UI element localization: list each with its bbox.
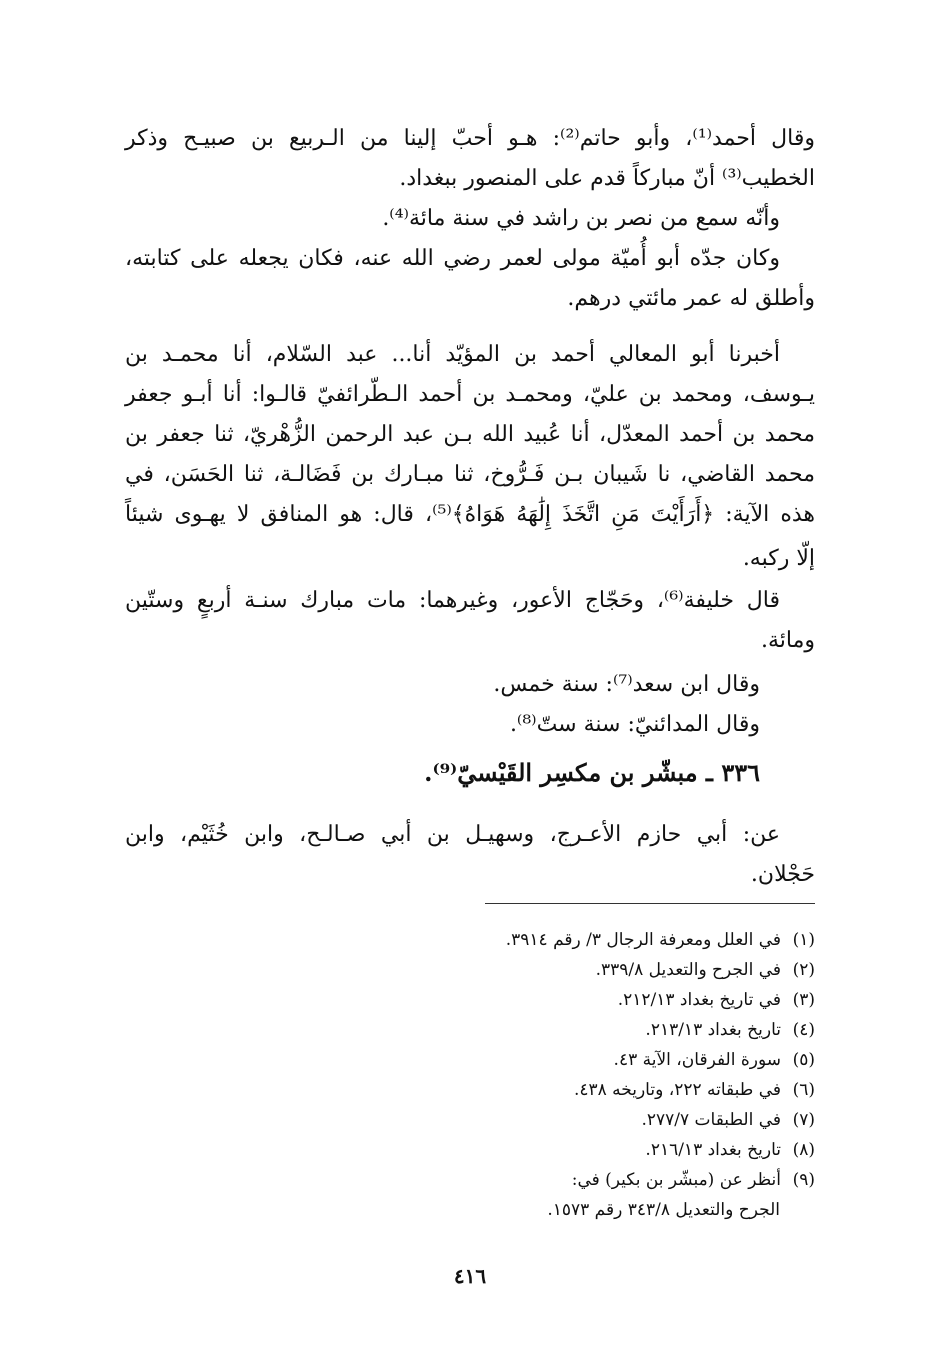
footnote-number: (٣) xyxy=(792,990,815,1010)
footnote xyxy=(215,988,815,1012)
footnote-text: في طبقاته ٢٢٢، وتاريخه ٤٣٨. xyxy=(573,1080,781,1100)
entry-heading: ٣٣٦ ـ مبشّر بن مكسِر القَيْسيّ⁽⁹⁾. xyxy=(424,758,760,787)
footnote xyxy=(215,1108,815,1132)
body-line: إلّا ركبه. xyxy=(742,546,815,571)
footnote xyxy=(215,1168,815,1192)
footnote-continuation xyxy=(180,1198,780,1222)
footnote-text: في تاريخ بغداد ٢١٢/١٣. xyxy=(617,990,781,1010)
footnote xyxy=(215,1048,815,1072)
footnote xyxy=(215,958,815,982)
body-line: وكان جدّه أبو أُميّة مولى لعمر رضي الله عنه، فكان يجعله على كتابته، xyxy=(125,246,780,271)
body-line: وقال ابن سعد⁽⁷⁾: سنة خمس. xyxy=(493,672,760,697)
footnote-number: (١) xyxy=(792,930,815,950)
footnote-number: (٨) xyxy=(792,1140,815,1160)
footnote-number: (٦) xyxy=(792,1080,815,1100)
body-line: وقال المدائنيّ: سنة ستّ⁽⁸⁾. xyxy=(509,712,760,737)
body-line: وقال أحمد⁽¹⁾، وأبو حاتم⁽²⁾: هـو أحبّ إلينا من الـربيع بن صبيـح وذكر xyxy=(125,126,816,151)
body-line: يـوسف، ومحمد بن عليّ، ومحمـد بن أحمد الـطّرائفيّ قالـوا: أنا أبـو جعفر xyxy=(125,382,815,407)
body-line: محمد بن أحمد المعدّل، أنا عُبيد الله بـن عبد الرحمن الزُّهْريّ، ثنا جعفر بن xyxy=(125,422,815,447)
body-line: أخبرنا أبو المعالي أحمد بن المؤيّد أنا... عبد السّلام، أنا محمـد بن xyxy=(125,342,780,367)
body-line: قال خليفة⁽⁶⁾، وحَجّاج الأعور، وغيرهما: مات مبارك سنـة أربعٍ وستّين xyxy=(125,588,781,613)
body-line: ومائة. xyxy=(760,628,815,653)
body-line: هذه الآية: ﴿أَرَأَيْتَ مَنِ اتَّخَذَ إِلَٰهَهُ هَوَاهُ﴾⁽⁵⁾، قال: هو المنافق لا يهـوى شيئاً xyxy=(125,502,815,527)
footnote-number: (٩) xyxy=(792,1170,815,1190)
body-line: وأنّه سمع من نصر بن راشد في سنة مائة⁽⁴⁾. xyxy=(382,206,780,231)
footnote xyxy=(215,928,815,952)
footnote-text: أنظر عن (مبشّر بن بكير) في: xyxy=(571,1170,781,1190)
body-line: وأطلق له عمر مائتي درهم. xyxy=(567,286,815,311)
footnote-text: الجرح والتعديل ٣٤٣/٨ رقم ١٥٧٣. xyxy=(547,1200,780,1220)
footnote-number: (٧) xyxy=(792,1110,815,1130)
footnote-text: تاريخ بغداد ٢١٦/١٣. xyxy=(645,1140,781,1160)
footnote-number: (٤) xyxy=(792,1020,815,1040)
footnote xyxy=(215,1138,815,1162)
footnote-text: في الجرح والتعديل ٣٣٩/٨. xyxy=(595,960,781,980)
footnote xyxy=(215,1078,815,1102)
body-line: عن: أبي حازم الأعـرج، وسهيـل بن أبي صـالـح، وابن خُثَيْم، وابن xyxy=(125,822,780,847)
body-line: محمد القاضي، نا شَيبان بـن فَـرُّوخ، ثنا مبـارك بن فَضَالـة، ثنا الحَسَن، في xyxy=(125,462,815,487)
body-line: حَجْلان. xyxy=(750,862,815,887)
footnote-text: سورة الفرقان، الآية ٤٣. xyxy=(613,1050,781,1070)
footnote-text: في العلل ومعرفة الرجال ٣/ رقم ٣٩١٤. xyxy=(505,930,781,950)
footnote-number: (٢) xyxy=(792,960,815,980)
footnote-text: تاريخ بغداد ٢١٣/١٣. xyxy=(645,1020,781,1040)
footnote xyxy=(215,1018,815,1042)
page-number: ٤١٦ xyxy=(453,1264,487,1288)
body-line: الخطيب⁽³⁾ أنّ مباركاً قدم على المنصور ببغداد. xyxy=(399,166,815,191)
footnote-number: (٥) xyxy=(792,1050,815,1070)
footnote-text: في الطبقات ٢٧٧/٧. xyxy=(641,1110,781,1130)
footnote-separator xyxy=(485,903,815,904)
